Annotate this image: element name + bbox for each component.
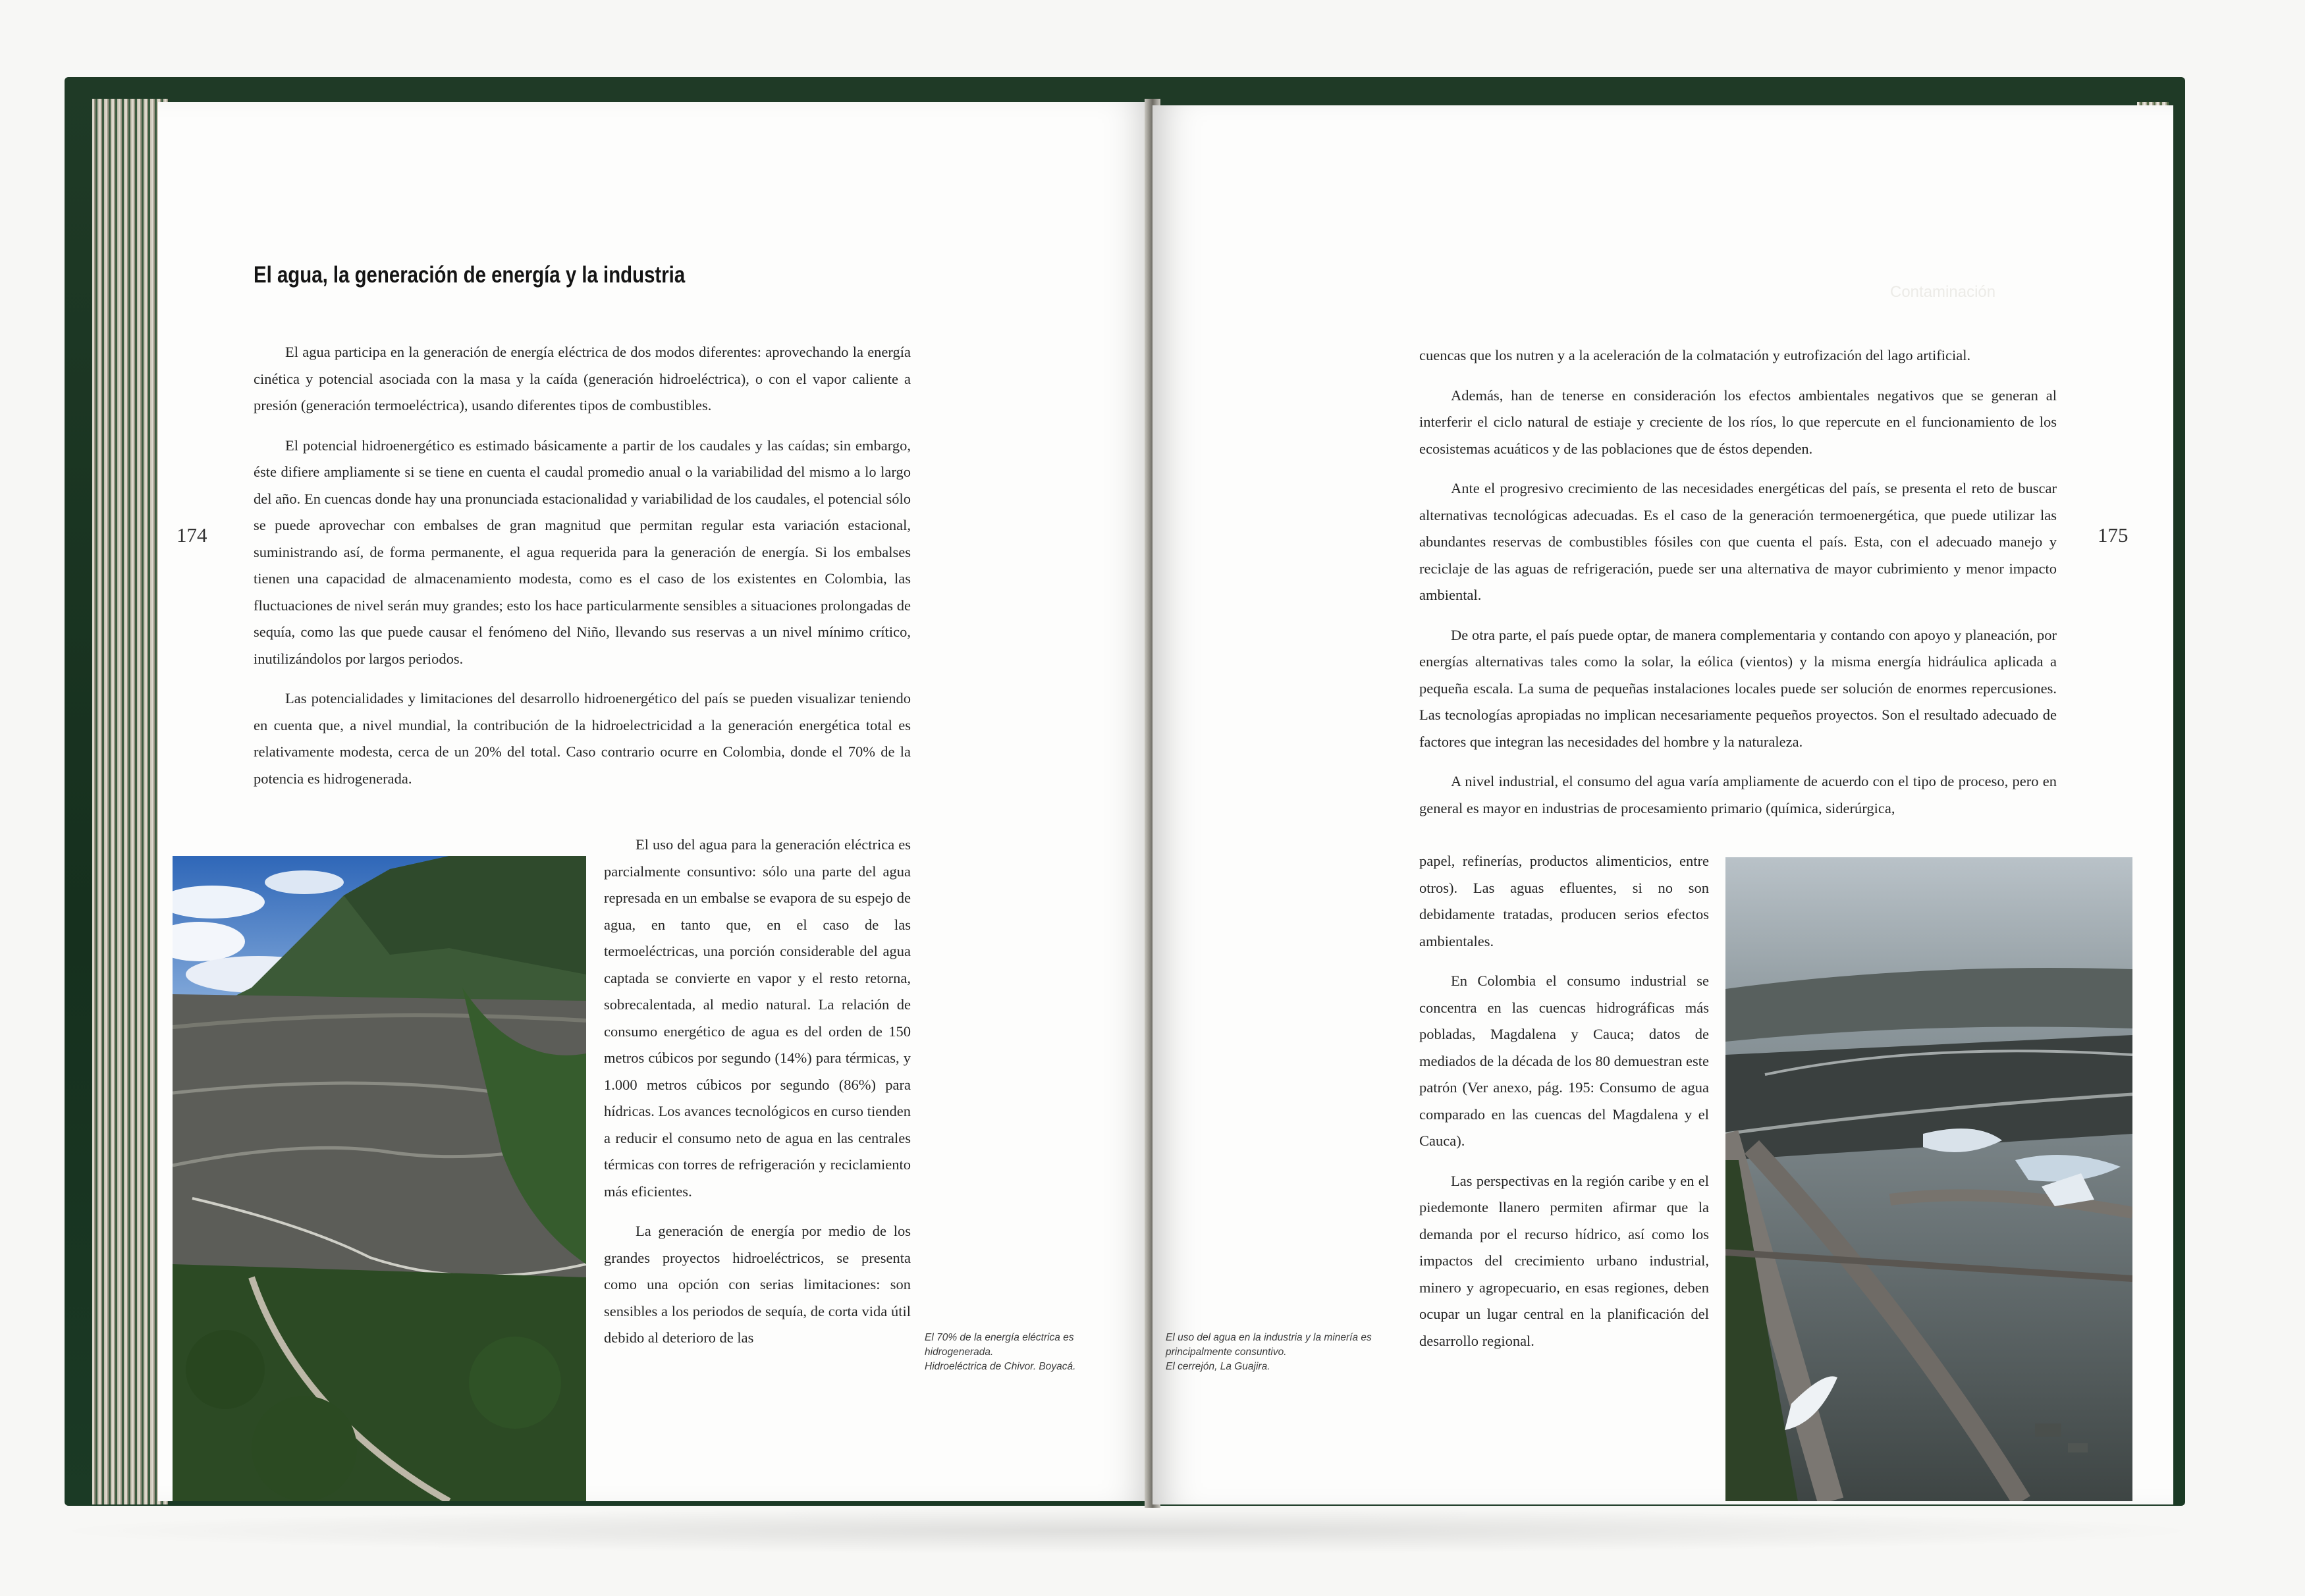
caption-line: hidrogenerada. [925,1346,994,1358]
paragraph: La generación de energía por medio de los grandes proyectos hidroeléctricos, se presenta como una opción con serias limitaciones: son sensibles a los periodos de sequía, de corta vida útil debido al deterioro de las [604,1223,911,1346]
caption-line: El uso del agua en la industria y la minería es [1166,1332,1372,1343]
left-page-edges [92,99,168,1504]
dam-photo-graphic [173,856,586,1501]
paragraph: Ante el progresivo crecimiento de las necesidades energéticas del país, se presenta el reto de buscar alternativas tecnológicas adecuadas. Es el caso de la generación termoenergética, que puede utilizar las abundantes reservas de combustibles fósiles con que cuenta el país. Esta, con el adecuado manejo y reciclaje de las aguas de refrigeración, puede ser una alternativa de mayor cubrimiento y menor impacto ambiental. [1419,480,2057,603]
dam-photo [173,856,586,1501]
paragraph: papel, refinerías, productos alimenticios, entre otros). Las aguas efluentes, si no son debidamente tratadas, producen serios efectos ambientales. [1419,853,1709,949]
page-number-right: 175 [2098,523,2129,546]
paragraph: El uso del agua para la generación eléctrica es parcialmente consuntivo: sólo una parte del agua represada en un embalse se evapora de su espejo de agua, en tanto que, en el caso de las termoeléctricas, una porción considerable del agua captada se convierte en vapor y el resto retorna, sobrecalentada, al medio natural. La relación de consumo energético de agua es del orden de 150 metros cúbicos por segundo (14%) para térmicas, y 1.000 metros cúbicos por segundo (86%) para hídricas. Los avances tecnológicos en curso tienden a reducir el consumo neto de agua en las centrales térmicas con torres de refrigeración y reciclamiento más eficientes. [604,836,911,1200]
left-narrow-text [604,832,911,1365]
caption-line: principalmente consuntivo. [1166,1346,1287,1358]
caption-line: El 70% de la energía eléctrica es [925,1332,1074,1343]
paragraph: A nivel industrial, el consumo del agua varía ampliamente de acuerdo con el tipo de proceso, pero en general es mayor en industrias de procesamiento primario (química, siderúrgica, [1419,773,2057,816]
right-caption [1166,1331,1403,1374]
right-top-text [1419,342,2057,835]
right-narrow-text [1419,848,1709,1368]
paragraph: En Colombia el consumo industrial se concentra en las cuencas hidrográficas más pobladas, Magdalena y Cauca; datos de mediados de la década de los 80 demuestran este patrón (Ver anexo, pág. 195: Consumo de agua comparado en las cuencas del Magdalena y el Cauca). [1419,972,1709,1149]
caption-line: El cerrejón, La Guajira. [1166,1361,1270,1372]
paragraph: Además, han de tenerse en consideración los efectos ambientales negativos que se generan al interferir el ciclo natural de estiaje y creciente de los ríos, lo que repercute en el funcionamiento de los ecosistemas acuáticos y de las poblaciones que de éstos dependen. [1419,386,2057,457]
page-number-left: 174 [176,523,207,546]
left-caption [925,1331,1142,1374]
page-title: El agua, la generación de energía y la industria [254,262,686,288]
running-header: Contaminación [1890,283,1996,301]
caption-line: Hidroeléctrica de Chivor. Boyacá. [925,1361,1076,1372]
paragraph: El potencial hidroenergético es estimado básicamente a partir de los caudales y las caídas; sin embargo, éste difiere ampliamente si se tiene en cuenta el caudal promedio anual o la variabilidad del mismo a lo largo del año. En cuencas donde hay una pronunciada estacionalidad y variabilidad de los caudales, el potencial sólo se puede aprovechar con embalses de gran magnitud que permitan regular esta variación estacional, suministrando así, de forma permanente, el agua requerida para la generación de energía. Si los embalses tienen una capacidad de almacenamiento modesta, como es el caso de los existentes en Colombia, las fluctuaciones de nivel serán muy grandes; esto los hace particularmente sensibles a situaciones prolongadas de sequía, como las que puede causar el fenómeno del Niño, llevando sus reservas a un nivel mínimo crítico, inutilizándolos por largos periodos. [254,437,911,667]
paragraph: El agua participa en la generación de energía eléctrica de dos modos diferentes: aprovechando la energía cinética y potencial asociada con la masa y la caída (generación hidroeléctrica), o con el vapor caliente a presión (generación termoeléctrica), usando diferentes tipos de combustibles. [254,344,911,413]
table-shadow [40,1508,2213,1554]
paragraph: De otra parte, el país puede optar, de manera complementaria y contando con apoyo y planeación, por energías alternativas tales como la solar, la eólica (vientos) y la misma energía hidráulica aplicada a pequeña escala. La suma de pequeñas instalaciones locales puede ser solución de enormes repercusiones. Las tecnologías apropiadas no implican necesariamente pequeños proyectos. Son el resultado adecuado de factores que integran las necesidades del hombre y la naturaleza. [1419,626,2057,750]
paragraph: cuencas que los nutren y a la aceleración de la colmatación y eutrofización del lago artificial. [1419,347,1971,363]
paragraph: Las potencialidades y limitaciones del desarrollo hidroenergético del país se pueden visualizar teniendo en cuenta que, a nivel mundial, la contribución de la hidroelectricidad a la generación energética total es relativamente modesta, cerca de un 20% del total. Caso contrario ocurre en Colombia, donde el 70% de la potencia es hidrogenerada. [254,690,911,787]
mine-photo-graphic [1725,857,2132,1501]
left-top-text [254,339,911,805]
paragraph: Las perspectivas en la región caribe y en el piedemonte llanero permiten afirmar que la demanda por el recurso hídrico, así como los impactos del crecimiento urbano industrial, minero y agropecuario, en esas regiones, deben ocupar un lugar central en la planificación del desarrollo regional. [1419,1172,1709,1349]
mine-photo [1725,857,2132,1501]
